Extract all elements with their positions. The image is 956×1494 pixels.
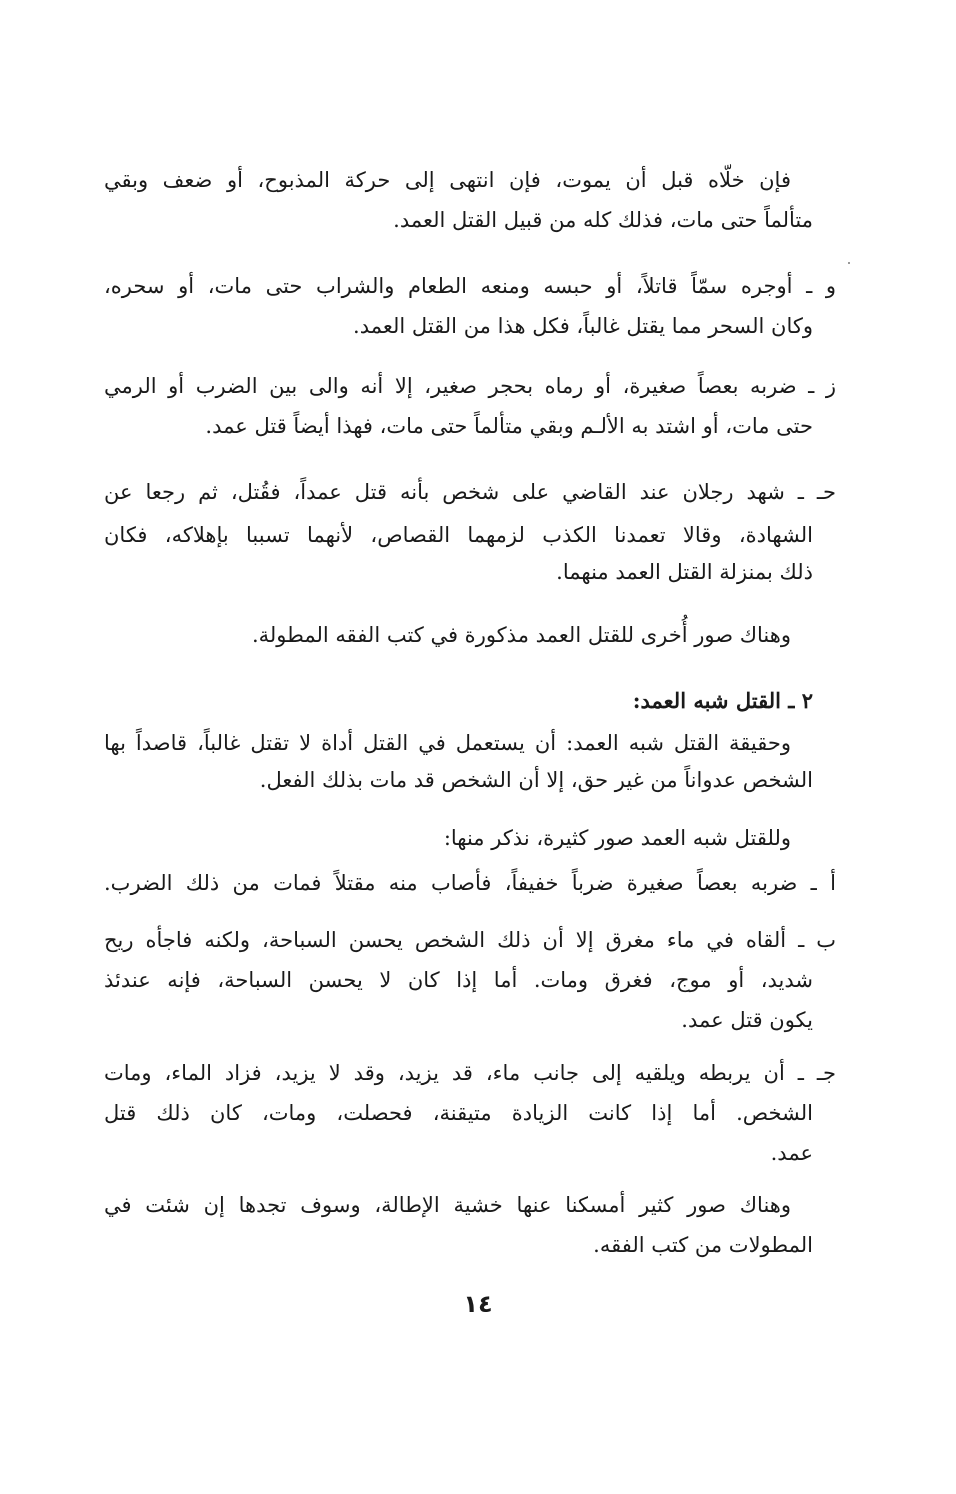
section-heading: ٢ ـ القتل شبه العمد:: [632, 688, 813, 713]
item-jim-line-1: جـ ـ أن يربطه ويلقيه إلى جانب ماء، قد يزيد، وقد لا يزيد، فزاد الماء، ومات: [104, 1061, 836, 1085]
closing-line-1: وهناك صور كثير أمسكنا عنها خشية الإطالة، وسوف تجدها إن شئت في: [104, 1193, 791, 1217]
page-number: ١٤: [463, 1290, 493, 1318]
definition-line-1: وحقيقة القتل شبه العمد: أن يستعمل في القتل أداة لا تقتل غالباً، قاصداً بها: [104, 731, 791, 755]
scan-speck: [848, 262, 850, 264]
item-jim-line-3: عمد.: [770, 1141, 813, 1165]
item-ba-line-1: ب ـ ألقاه في ماء مغرق إلا أن ذلك الشخص يحسن السباحة، ولكنه فاجأه ريح: [104, 928, 836, 952]
item-waw-line-2: وكان السحر مما يقتل غالباً، فكل هذا من القتل العمد.: [353, 314, 813, 338]
item-ha-line-2: الشهادة، وقالا تعمدنا الكذب لزمهما القصاص، لأنهما تسببا بإهلاكه، فكان: [104, 523, 813, 547]
item-ba-line-3: يكون قتل عمد.: [681, 1008, 813, 1032]
intro-line-2: متألماً حتى مات، فذلك كله من قبيل القتل العمد.: [393, 208, 813, 232]
forms-intro-paragraph: وللقتل شبه العمد صور كثيرة، نذكر منها:: [443, 826, 791, 850]
definition-line-2: الشخص عدواناً من غير حق، إلا أن الشخص قد مات بذلك الفعل.: [259, 768, 813, 792]
item-waw-line-1: و ـ أوجره سمّاً قاتلاً، أو حبسه ومنعه الطعام والشراب حتى مات، أو سحره،: [104, 274, 836, 298]
intro-line-1: فإن خلّاه قبل أن يموت، فإن انتهى إلى حركة المذبوح، أو ضعف وبقي: [104, 168, 791, 192]
item-ba-line-2: شديد، أو موج، فغرق ومات. أما إذا كان لا يحسن السباحة، فإنه عندئذ: [104, 968, 813, 992]
item-zay-line-1: ز ـ ضربه بعصاً صغيرة، أو رماه بحجر صغير، إلا أنه والى بين الضرب أو الرمي: [104, 374, 836, 398]
item-ha-line-3: ذلك بمنزلة القتل العمد منهما.: [556, 560, 813, 584]
closing-line-2: المطولات من كتب الفقه.: [593, 1233, 813, 1257]
item-zay-line-2: حتى مات، أو اشتد به الألـم وبقي متألماً حتى مات، فهذا أيضاً قتل عمد.: [205, 414, 813, 438]
item-jim-line-2: الشخص. أما إذا كانت الزيادة متيقنة، فحصلت، ومات، كان ذلك قتل: [104, 1101, 813, 1125]
other-forms-paragraph: وهناك صور أُخرى للقتل العمد مذكورة في كتب الفقه المطولة.: [251, 623, 791, 647]
item-alif: أ ـ ضربه بعصاً صغيرة ضرباً خفيفاً، فأصاب منه مقتلاً فمات من ذلك الضرب.: [104, 871, 836, 895]
item-ha-line-1: حـ ـ شهد رجلان عند القاضي على شخص بأنه قتل عمداً، فقُتل، ثم رجعا عن: [104, 480, 836, 504]
